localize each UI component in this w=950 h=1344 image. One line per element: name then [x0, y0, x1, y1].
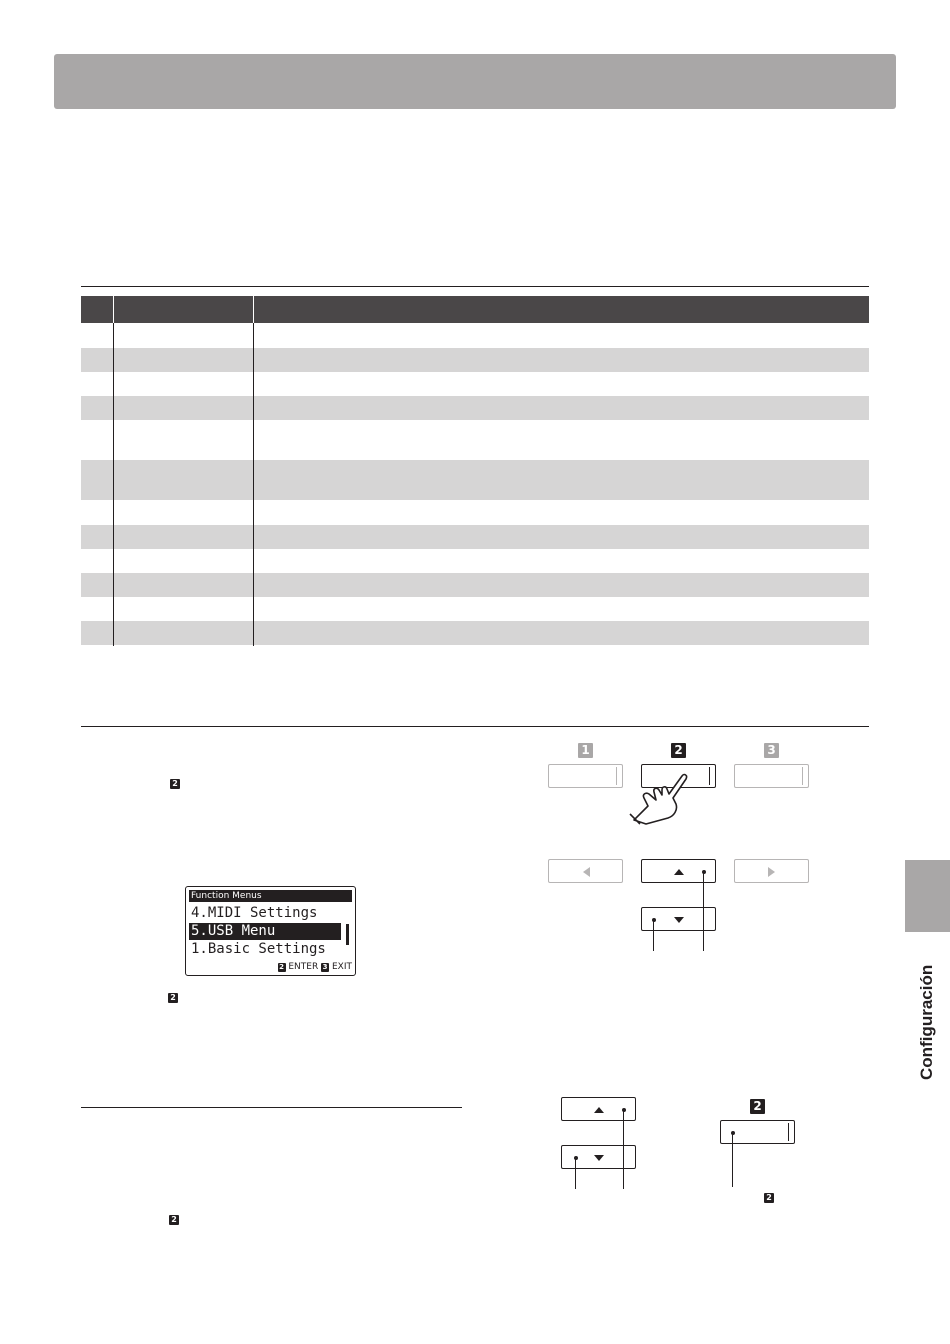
header-bar	[54, 54, 896, 109]
triangle-up-icon	[593, 1105, 605, 1115]
table-row	[81, 348, 869, 372]
exit-num: 3	[322, 963, 328, 971]
triangle-down-icon	[673, 915, 685, 925]
table-row	[81, 621, 869, 645]
table-row	[81, 323, 869, 348]
triangle-up-icon	[673, 867, 685, 877]
up-button[interactable]	[641, 859, 716, 883]
lcd-exit-label: EXIT	[331, 962, 352, 972]
enter-num: 2	[279, 963, 284, 971]
lcd-menu-item: 1.Basic Settings	[191, 941, 326, 957]
table-row	[81, 372, 869, 396]
section-rule	[81, 726, 869, 727]
table-row	[81, 460, 869, 500]
triangle-down-icon	[593, 1153, 605, 1163]
table-header	[81, 296, 869, 323]
button-2-badge: 2	[168, 993, 178, 1003]
function-button-3[interactable]	[734, 764, 809, 788]
pointing-hand-icon	[626, 762, 688, 828]
function-button-1[interactable]	[548, 764, 623, 788]
subsection-rule	[81, 1107, 462, 1108]
button-2-badge: 2	[169, 1215, 179, 1225]
lcd-footer	[278, 962, 353, 973]
lcd-scrollbar	[346, 924, 349, 945]
left-button[interactable]	[548, 859, 623, 883]
down-button[interactable]	[561, 1145, 636, 1169]
header-divider	[113, 296, 114, 323]
table-row	[81, 597, 869, 621]
button-2-badge: 2	[764, 1193, 774, 1203]
callout-line	[703, 871, 704, 951]
side-tab	[905, 860, 950, 932]
side-tab-label: Configuración	[917, 964, 936, 1080]
table-row	[81, 396, 869, 420]
table-row	[81, 500, 869, 525]
right-button[interactable]	[734, 859, 809, 883]
table-row	[81, 573, 869, 597]
lcd-enter-label: ENTER	[288, 962, 319, 972]
button-2-badge: 2	[671, 743, 686, 758]
callout-line	[653, 919, 654, 951]
button-3-badge: 3	[764, 743, 779, 758]
table-row	[81, 549, 869, 573]
header-divider	[253, 296, 254, 323]
triangle-left-icon	[581, 866, 591, 878]
column-divider	[253, 323, 254, 646]
triangle-right-icon	[767, 866, 777, 878]
lcd-menu-item: 4.MIDI Settings	[191, 905, 318, 921]
callout-line	[623, 1109, 624, 1189]
table-row	[81, 420, 869, 460]
lcd-title: Function Menus	[189, 890, 352, 902]
table-row	[81, 525, 869, 549]
lcd-display	[185, 886, 356, 976]
callout-line	[732, 1132, 733, 1187]
button-2-badge: 2	[750, 1099, 765, 1114]
table-top-rule	[81, 286, 869, 287]
column-divider	[113, 323, 114, 646]
button-2-badge: 2	[170, 779, 180, 789]
button-1-badge: 1	[578, 743, 593, 758]
callout-line	[575, 1157, 576, 1189]
up-button[interactable]	[561, 1097, 636, 1121]
lcd-menu-item-selected: 5.USB Menu	[189, 923, 341, 940]
